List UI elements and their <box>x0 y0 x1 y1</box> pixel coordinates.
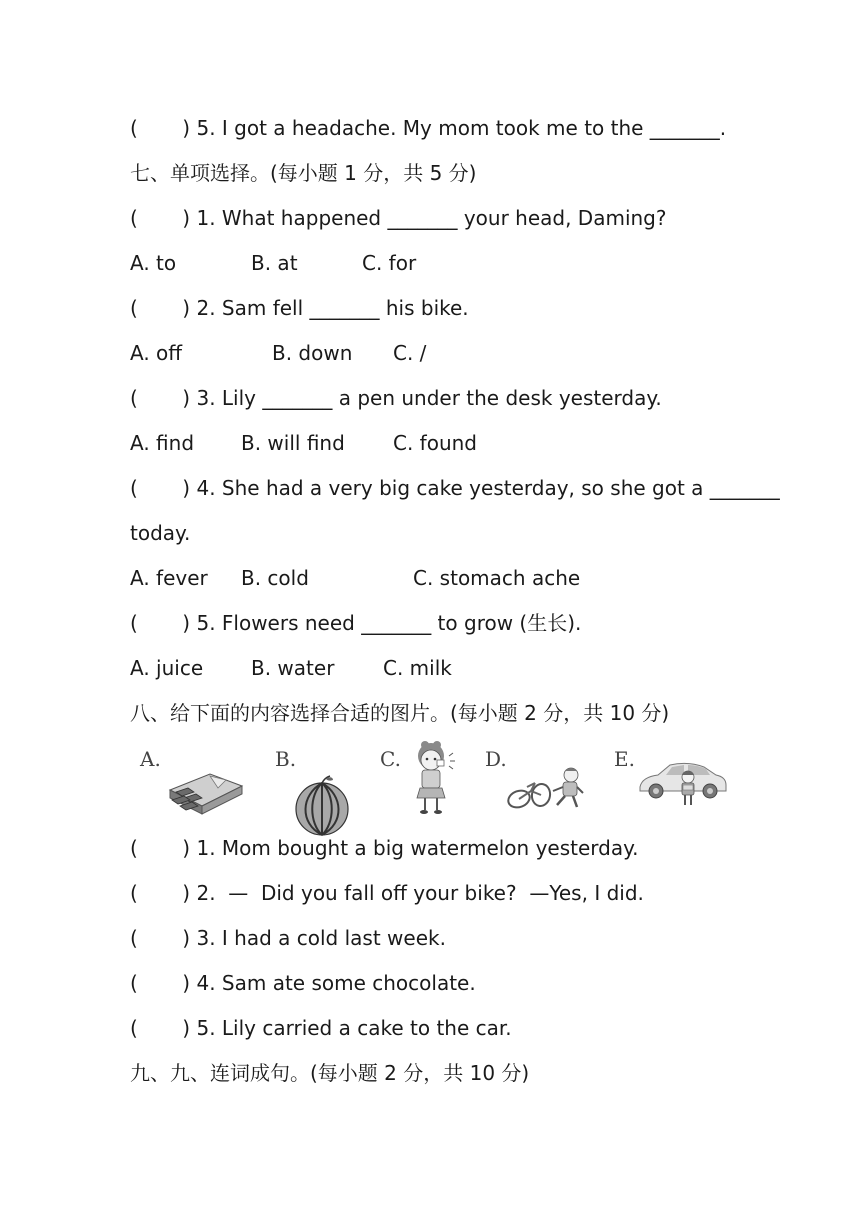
section-7-question-4: ( ) 4. She had a very big cake yesterday, so she got a _______ <box>130 476 780 500</box>
option-a: A. juice <box>130 656 204 680</box>
option-b: B. cold <box>241 566 309 590</box>
section-7-question-4-continued: today. <box>130 521 191 545</box>
chocolate-bar-icon <box>166 766 246 816</box>
section-8-question-3: ( ) 3. I had a cold last week. <box>130 926 446 950</box>
option-c: C. milk <box>383 656 452 680</box>
girl-sneezing-icon <box>405 740 461 816</box>
option-c: C. found <box>393 431 478 455</box>
picture-label-e: E. <box>614 747 635 771</box>
section-8-title: 八、给下面的内容选择合适的图片。(每小题 2 分，共 10 分) <box>130 701 670 725</box>
picture-label-b: B. <box>275 747 297 771</box>
picture-label-d: D. <box>485 747 507 771</box>
option-c: C. stomach ache <box>413 566 581 590</box>
section-9-title: 九、九、连词成句。(每小题 2 分，共 10 分) <box>130 1061 530 1085</box>
boy-fallen-off-bike-icon <box>505 765 589 815</box>
option-b: B. water <box>251 656 335 680</box>
picture-label-a: A. <box>140 747 161 771</box>
option-a: A. off <box>130 341 183 365</box>
option-c: C. / <box>393 341 427 365</box>
section-8-question-2: ( ) 2. — Did you fall off your bike? —Yes, I did. <box>130 881 644 905</box>
picture-label-c: C. <box>380 747 401 771</box>
section-7-question-2: ( ) 2. Sam fell _______ his bike. <box>130 296 469 320</box>
section-7-title: 七、单项选择。(每小题 1 分，共 5 分) <box>130 161 477 185</box>
section-8-question-1: ( ) 1. Mom bought a big watermelon yesterday. <box>130 836 639 860</box>
option-b: B. down <box>272 341 353 365</box>
section-7-question-1: ( ) 1. What happened _______ your head, Daming? <box>130 206 667 230</box>
section-8-question-4: ( ) 4. Sam ate some chocolate. <box>130 971 476 995</box>
option-b: B. at <box>251 251 298 275</box>
watermelon-icon <box>293 775 351 837</box>
option-a: A. fever <box>130 566 208 590</box>
option-a: A. find <box>130 431 195 455</box>
section-7-question-3: ( ) 3. Lily _______ a pen under the desk yesterday. <box>130 386 662 410</box>
section-8-question-5: ( ) 5. Lily carried a cake to the car. <box>130 1016 512 1040</box>
question-6-5: ( ) 5. I got a headache. My mom took me to the _______. <box>130 116 727 140</box>
girl-by-car-icon <box>636 755 728 811</box>
option-b: B. will find <box>241 431 345 455</box>
option-a: A. to <box>130 251 177 275</box>
option-c: C. for <box>362 251 417 275</box>
section-7-question-5: ( ) 5. Flowers need _______ to grow (生长). <box>130 611 582 635</box>
